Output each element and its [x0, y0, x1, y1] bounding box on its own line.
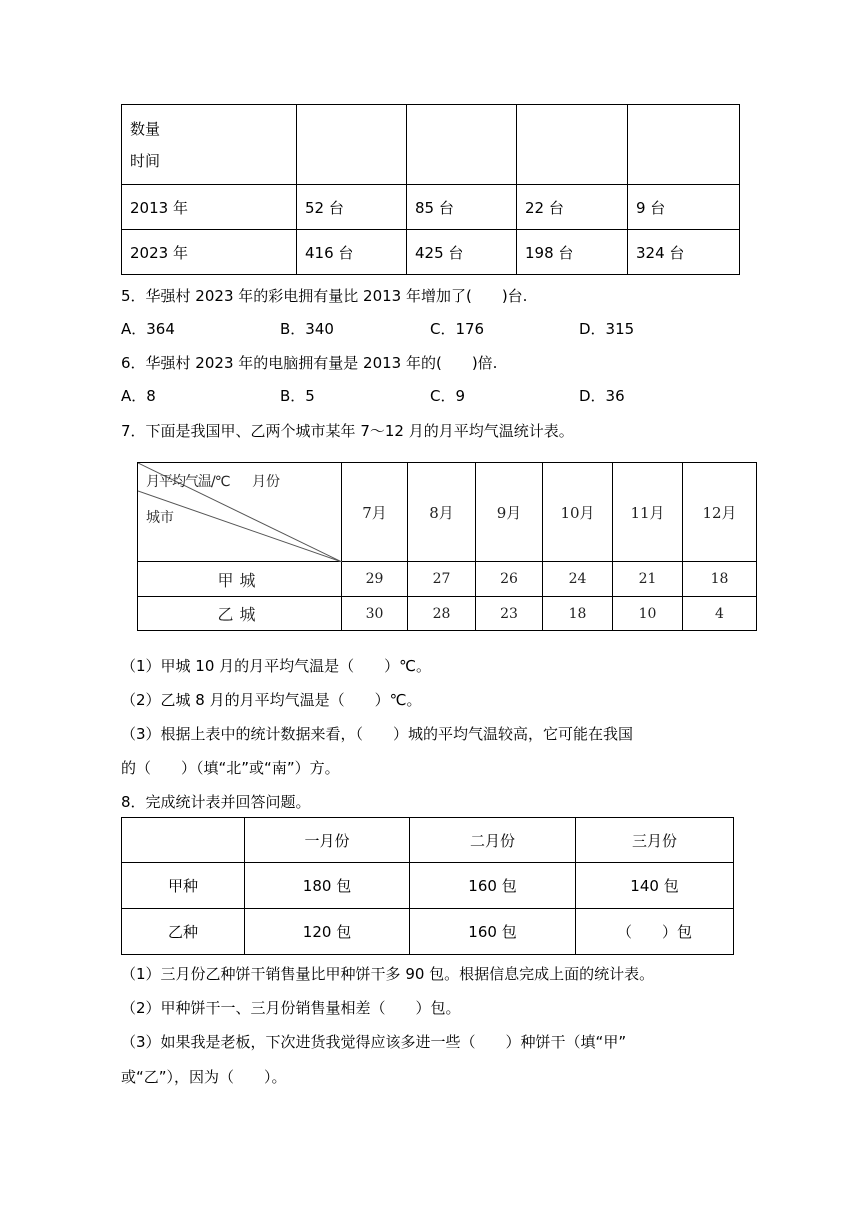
- value-cell: 22 台: [517, 185, 628, 230]
- month-header: 7月: [342, 463, 408, 562]
- table1-header-corner: [122, 105, 297, 185]
- year-cell: 2023 年: [122, 230, 297, 275]
- value-cell: 120 包: [245, 909, 410, 955]
- value-cell: 160 包: [410, 863, 576, 909]
- question-8: 8．完成统计表并回答问题。: [121, 793, 311, 811]
- table-row: [122, 185, 740, 230]
- q5-option-b[interactable]: B．340: [280, 320, 334, 338]
- value-cell: 425 台: [407, 230, 517, 275]
- type-cell: 乙种: [122, 909, 245, 955]
- city-cell: 乙城: [138, 597, 342, 631]
- value-cell: 160 包: [410, 909, 576, 955]
- table-row: [138, 562, 757, 597]
- table2-header-corner: [138, 463, 342, 562]
- value-cell: 198 台: [517, 230, 628, 275]
- temp-cell: 4: [683, 597, 757, 631]
- temp-cell: 28: [408, 597, 476, 631]
- q5-option-a[interactable]: A．364: [121, 320, 175, 338]
- city-cell: 甲城: [138, 562, 342, 597]
- temp-cell: 24: [543, 562, 613, 597]
- table-row: [122, 230, 740, 275]
- value-cell: 324 台: [628, 230, 740, 275]
- header-time: 时间: [130, 151, 161, 170]
- table-row: [122, 863, 734, 909]
- q8-sub-2: （2）甲种饼干一、三月份销售量相差（ ）包。: [121, 999, 461, 1017]
- temp-cell: 26: [476, 562, 543, 597]
- q8-sub-1: （1）三月份乙种饼干销售量比甲种饼干多 90 包。根据信息完成上面的统计表。: [121, 965, 655, 983]
- month-header: 9月: [476, 463, 543, 562]
- temp-cell: 21: [613, 562, 683, 597]
- q7-sub-3-line-2: 的（ ）（填“北”或“南”）方。: [121, 759, 340, 777]
- header-cell: [517, 105, 628, 185]
- appliance-table: [121, 104, 740, 275]
- month-header: 10月: [543, 463, 613, 562]
- temp-cell: 10: [613, 597, 683, 631]
- q6-option-c[interactable]: C．9: [430, 387, 466, 405]
- temp-cell: 23: [476, 597, 543, 631]
- q5-option-c[interactable]: C．176: [430, 320, 485, 338]
- q8-sub-3-line-2: 或“乙”），因为（ ）。: [121, 1068, 287, 1086]
- temp-cell: 30: [342, 597, 408, 631]
- table-row: [122, 909, 734, 955]
- temp-cell: 18: [543, 597, 613, 631]
- header-month: 月份: [252, 474, 280, 490]
- question-7: 7．下面是我国甲、乙两个城市某年 7～12 月的月平均气温统计表。: [121, 422, 574, 440]
- question-5: 5．华强村 2023 年的彩电拥有量比 2013 年增加了( )台.: [121, 287, 528, 305]
- header-march: 三月份: [576, 818, 734, 863]
- q7-sub-1: （1）甲城 10 月的月平均气温是（ ）℃。: [121, 657, 432, 675]
- q7-sub-3-line-1: （3）根据上表中的统计数据来看，（ ）城的平均气温较高，它可能在我国: [121, 725, 634, 743]
- year-cell: 2013 年: [122, 185, 297, 230]
- temp-cell: 18: [683, 562, 757, 597]
- header-cell: [297, 105, 407, 185]
- q6-option-d[interactable]: D．36: [579, 387, 625, 405]
- q7-sub-2: （2）乙城 8 月的月平均气温是（ ）℃。: [121, 691, 422, 709]
- header-quantity: 数量: [130, 119, 161, 138]
- header-february: 二月份: [410, 818, 576, 863]
- answer-blank-cell[interactable]: （ ）包: [576, 909, 734, 955]
- q8-sub-3-line-1: （3）如果我是老板，下次进货我觉得应该多进一些（ ）种饼干（填“甲”: [121, 1033, 627, 1051]
- temp-cell: 29: [342, 562, 408, 597]
- month-header: 11月: [613, 463, 683, 562]
- q6-option-a[interactable]: A．8: [121, 387, 156, 405]
- temp-cell: 27: [408, 562, 476, 597]
- month-header: 8月: [408, 463, 476, 562]
- header-cell: [407, 105, 517, 185]
- header-blank: [122, 818, 245, 863]
- header-temperature: 月平均气温/℃: [146, 474, 230, 490]
- temperature-table: [137, 462, 757, 631]
- value-cell: 9 台: [628, 185, 740, 230]
- value-cell: 52 台: [297, 185, 407, 230]
- q5-option-d[interactable]: D．315: [579, 320, 635, 338]
- table-row: [138, 597, 757, 631]
- month-header: 12月: [683, 463, 757, 562]
- value-cell: 416 台: [297, 230, 407, 275]
- biscuit-sales-table: [121, 817, 734, 955]
- value-cell: 85 台: [407, 185, 517, 230]
- question-6: 6．华强村 2023 年的电脑拥有量是 2013 年的( )倍.: [121, 354, 498, 372]
- header-city: 城市: [146, 510, 174, 526]
- value-cell: 140 包: [576, 863, 734, 909]
- type-cell: 甲种: [122, 863, 245, 909]
- header-cell: [628, 105, 740, 185]
- header-january: 一月份: [245, 818, 410, 863]
- q6-option-b[interactable]: B．5: [280, 387, 315, 405]
- value-cell: 180 包: [245, 863, 410, 909]
